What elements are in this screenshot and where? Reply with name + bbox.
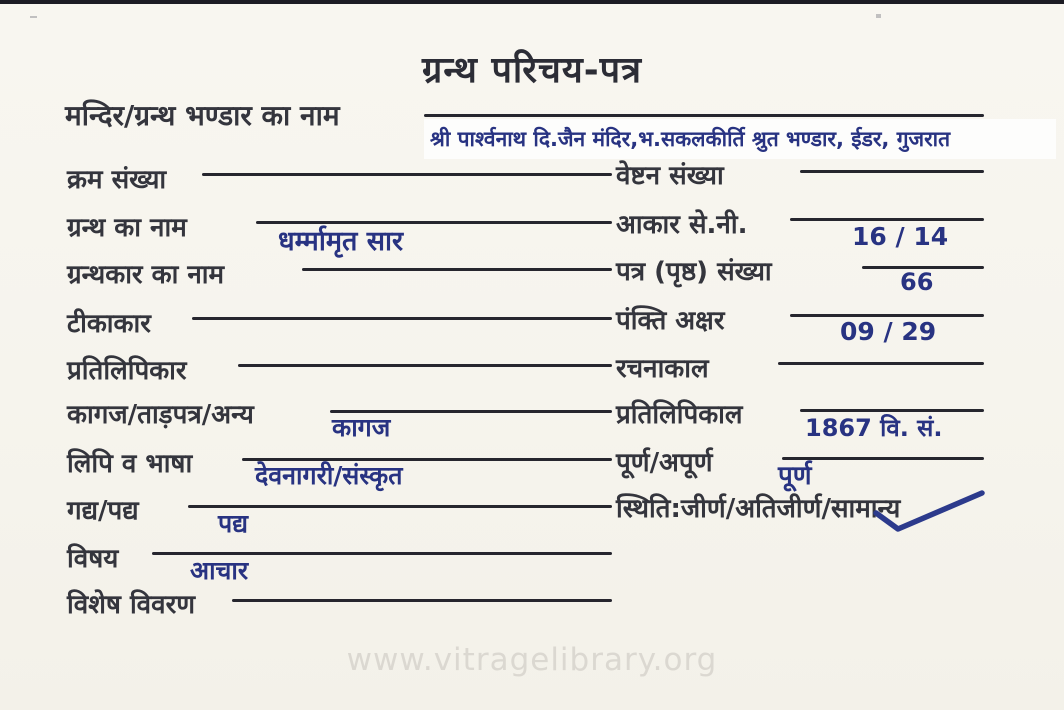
sthiti-marked-word: सामान्य (830, 494, 901, 524)
ruled-line (202, 173, 612, 176)
field-label-pratilipikaal: प्रतिलिपिकाल (616, 400, 743, 430)
field-label-patra-sankhya: पत्र (पृष्ठ) संख्या (616, 257, 772, 287)
ruled-line (302, 268, 612, 271)
field-value-granth-name: धर्म्मामृत सार (278, 226, 404, 257)
field-label-purn-apurn: पूर्ण/अपूर्ण (616, 448, 713, 478)
field-label-veshtan-sankhya: वेष्टन संख्या (616, 161, 724, 191)
field-label-granthkar-name: ग्रन्थकार का नाम (67, 260, 225, 290)
field-value-bhandar-name: श्री पार्श्वनाथ दि.जैन मंदिर,भ.सकलकीर्ति श्रुत भण्डार, ईडर, गुजरात (430, 127, 951, 151)
field-label-aakar: आकार से.नी. (616, 210, 748, 240)
field-label-rachnakal: रचनाकाल (616, 354, 709, 384)
field-label-kram-sankhya: क्रम संख्या (67, 165, 167, 195)
field-label-granth-name: ग्रन्थ का नाम (67, 213, 187, 243)
field-value-patra-sankhya: 66 (900, 268, 934, 296)
field-value-lipi-bhasha: देवनागरी/संस्कृत (255, 461, 403, 490)
ruled-line (152, 552, 612, 555)
ruled-line (782, 457, 984, 460)
ruled-line (790, 218, 984, 221)
ruled-line (256, 221, 612, 224)
ruled-line (800, 409, 984, 412)
ruled-line (192, 317, 612, 320)
field-value-padya: पद्य (218, 509, 248, 538)
sthiti-label-prefix: स्थिति:जीर्ण/अतिजीर्ण/ (616, 494, 831, 524)
ruled-line (232, 599, 612, 602)
field-label-lipi-bhasha: लिपि व भाषा (67, 449, 193, 479)
field-value-vishay: आचार (190, 556, 249, 585)
field-label-vishesh-vivran: विशेष विवरण (67, 590, 196, 620)
field-label-pratilipkar: प्रतिलिपिकार (67, 356, 187, 386)
field-value-purn: पूर्ण (778, 461, 812, 491)
ruled-line (188, 505, 612, 508)
field-label-vishay: विषय (67, 544, 119, 574)
ruled-line (424, 114, 984, 117)
ruled-line (238, 364, 612, 367)
field-label-tikakar: टीकाकार (67, 309, 151, 339)
watermark-text: www.vitragelibrary.org (346, 642, 718, 678)
ruled-line (778, 362, 984, 365)
field-value-kagaz: कागज (332, 413, 391, 442)
field-label-kagaz-tadpatra: कागज/ताड़पत्र/अन्य (67, 400, 254, 430)
ruled-line (800, 170, 984, 173)
field-label-pankti-akshar: पंक्ति अक्षर (616, 306, 725, 336)
field-value-aakar: 16 / 14 (852, 222, 949, 251)
scan-speck (30, 16, 37, 18)
form-title: ग्रन्थ परिचय-पत्र (422, 50, 642, 91)
scan-speck (876, 14, 881, 18)
check-mark-icon (866, 486, 990, 536)
field-value-pratilipikaal: 1867 वि. सं. (805, 414, 943, 442)
field-label-bhandar-name: मन्दिर/ग्रन्थ भण्डार का नाम (65, 99, 340, 132)
scan-top-border (0, 0, 1064, 4)
field-label-sthiti (616, 495, 900, 525)
field-value-pankti-akshar: 09 / 29 (840, 317, 937, 346)
field-label-gadya-padya: गद्य/पद्य (67, 496, 139, 526)
